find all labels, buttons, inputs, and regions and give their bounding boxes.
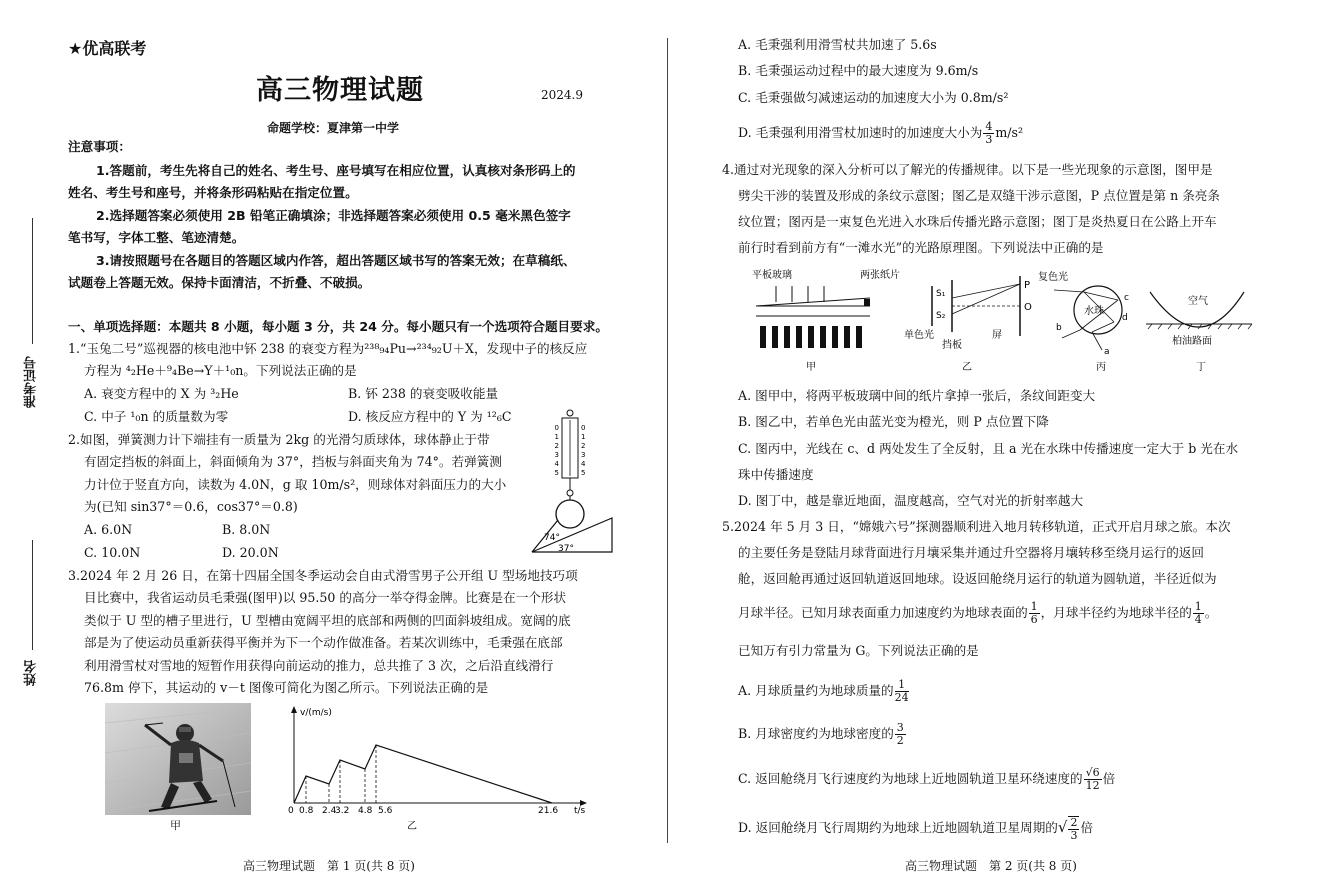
q1-option-a: A. 衰变方程中的 X 为 ³₂He [84, 386, 239, 401]
q2-line: 为(已知 sin37°＝0.6，cos37°＝0.8) [84, 499, 298, 514]
scale-tick: 3 [554, 451, 559, 459]
q3-option-c: C. 毛秉强做匀减速运动的加速度大小为 0.8m/s² [738, 90, 1009, 105]
graph-tick: 2.4 [322, 806, 337, 816]
q5-option-d: D. 返回舱绕月飞行周期约为地球上近地圆轨道卫星周期的√ $\frac{2}{3}$ 倍 [738, 815, 1094, 842]
scale-tick: 3 [581, 451, 586, 459]
figure-label-jia: 甲 [170, 819, 181, 832]
notice-line: 3.请按照题号在各题目的答题区域内作答，超出答题区域书写的答案无效；在草稿纸、 [96, 253, 576, 268]
fig-label: d [1122, 313, 1128, 323]
q2-line: 有固定挡板的斜面上，斜面倾角为 37°，挡板与斜面夹角为 74°。若弹簧测 [84, 454, 502, 469]
q5-line: 月球半径。已知月球表面重力加速度约为地球表面的 $\frac{1}{6}$ ，月球半径约为地球半径的 $\frac{1}{4}$ 。 [738, 600, 1218, 626]
graph-tick: 3.2 [335, 806, 350, 816]
scale-tick: 5 [554, 469, 559, 477]
q3-line: 利用滑雪杖对雪地的短暂作用获得向前运动的推力，总共推了 3 次，之后沿直线滑行 [84, 658, 554, 673]
footer-right: 高三物理试题 第 2 页(共 8 页) [905, 859, 1077, 873]
fig-label: 甲 [806, 362, 816, 373]
notice-line: 笔书写，字体工整、笔迹清楚。 [68, 230, 245, 245]
graph-ylabel: v/(m/s) [300, 708, 332, 718]
q2-line: 2.如图，弹簧测力计下端挂有一质量为 2kg 的光滑匀质球体，球体静止于带 [68, 432, 490, 447]
q2-option-c: C. 10.0N [84, 545, 141, 560]
spring-scale-figure [528, 408, 616, 556]
q5-line: 的主要任务是登陆月球背面进行月壤采集并通过升空器将月壤转移至绕月运行的返回 [738, 545, 1204, 560]
fig-label: O [1024, 302, 1032, 313]
graph-tick: 4.8 [358, 806, 373, 816]
fig-label: 平板玻璃 [752, 270, 792, 281]
sidebar-line [32, 218, 33, 344]
scale-tick: 2 [581, 442, 586, 450]
page-title: 高三物理试题 [256, 75, 424, 106]
fig-label: P [1024, 280, 1031, 291]
exam-date: 2024.9 [541, 88, 583, 102]
angle-label: 37° [558, 544, 574, 554]
fig-label: S₂ [936, 311, 946, 321]
school-line: 命题学校：夏津第一中学 [267, 121, 400, 135]
q5-option-b: B. 月球密度约为地球密度的 $\frac{3}{2}$ [738, 721, 904, 747]
q4-line: 前行时看到前方有“一滩水光”的光路原理图。下列说法中正确的是 [738, 240, 1104, 255]
fig-label: 丙 [1096, 362, 1106, 373]
q5-line: 已知万有引力常量为 G。下列说法正确的是 [738, 643, 979, 658]
fig-label: 柏油路面 [1172, 336, 1212, 347]
scale-tick: 1 [554, 433, 559, 441]
q5-line: 5.2024 年 5 月 3 日，“嫦娥六号”探测器顺利进入地月转移轨道，正式开启月球之旅。本次 [722, 519, 1231, 534]
q4-line: 纹位置；图丙是一束复色光进入水珠后传播光路示意图；图丁是炎热夏日在公路上开车 [738, 214, 1217, 229]
fig-label: 丁 [1196, 362, 1206, 373]
q1-line: 1.“玉兔二号”巡视器的核电池中钚 238 的衰变方程为²³⁸₉₄Pu→²³⁴₉₂U＋X，发现中子的核反应 [68, 341, 588, 356]
angle-label: 74° [544, 533, 560, 543]
q4-option-c-cont: 珠中传播速度 [738, 467, 814, 482]
fig-label: S₁ [936, 289, 946, 299]
scale-tick: 4 [581, 460, 586, 468]
q5-line: 舱，返回舱再通过返回轨道返回地球。设返回舱绕月运行的轨道为圆轨道，半径近似为 [738, 571, 1217, 586]
skier-photo [105, 703, 251, 815]
figure-label-yi: 乙 [407, 821, 417, 832]
fig-label: 挡板 [942, 340, 962, 351]
graph-tick: 0 [288, 806, 294, 816]
graph-xlabel: t/s [574, 806, 586, 816]
page-divider [667, 38, 668, 843]
q1-line: 方程为 ⁴₂He＋⁹₄Be→Y＋¹₀n。下列说法正确的是 [84, 363, 357, 378]
fig-label: a [1104, 347, 1110, 357]
notice-line: 姓名、考生号和座号，并将条形码粘贴在指定位置。 [68, 185, 358, 200]
graph-tick: 5.6 [378, 806, 393, 816]
q2-option-a: A. 6.0N [84, 522, 133, 537]
graph-tick: 0.8 [299, 806, 314, 816]
q5-option-a: A. 月球质量约为地球质量的 $\frac{1}{24}$ [738, 678, 909, 704]
scale-tick: 0 [581, 424, 586, 432]
fig-label: 两张纸片 [860, 270, 900, 281]
section-heading: 一、单项选择题：本题共 8 小题，每小题 3 分，共 24 分。每小题只有一个选项符合题目要求。 [68, 319, 608, 334]
notice-line: 2.选择题答案必须使用 2B 铅笔正确填涂；非选择题答案必须使用 0.5 毫米黑色签字 [96, 208, 571, 223]
q4-option-c: C. 图丙中，光线在 c、d 两处发生了全反射，且 a 光在水珠中传播速度一定大于 b 光在水 [738, 441, 1239, 456]
q5-option-c: C. 返回舱绕月飞行速度约为地球上近地圆轨道卫星环绕速度的 $\frac{√6}{12}$ 倍 [738, 766, 1116, 792]
sidebar-line [32, 540, 33, 650]
q3-option-d: D. 毛秉强利用滑雪杖加速时的加速度大小为 $\frac{4}{3}$ m/s² [738, 120, 1024, 146]
fig-label: 空气 [1188, 296, 1208, 307]
fig-label: 复色光 [1038, 272, 1068, 283]
notice-heading: 注意事项： [68, 139, 131, 154]
q2-option-d: D. 20.0N [222, 545, 279, 560]
notice-line: 试题卷上答题无效。保持卡面清洁，不折叠、不破损。 [68, 275, 371, 290]
q4-line: 劈尖干涉的装置及形成的条纹示意图；图乙是双缝干涉示意图，P 点位置是第 n 条亮条 [738, 188, 1220, 203]
q1-option-c: C. 中子 ¹₀n 的质量数为零 [84, 409, 229, 424]
exam-badge: ★优高联考 [68, 39, 147, 58]
fig-label: 单色光 [904, 330, 934, 341]
q1-option-b: B. 钚 238 的衰变吸收能量 [348, 386, 499, 401]
scale-tick: 2 [554, 442, 559, 450]
q3-line: 3.2024 年 2 月 26 日，在第十四届全国冬季运动会自由式滑雪男子公开组 U 型场地技巧项 [68, 568, 578, 583]
fig-label: b [1056, 323, 1062, 333]
q3-option-b: B. 毛秉强运动过程中的最大速度为 9.6m/s [738, 63, 979, 78]
sidebar-name-label: 姓名 [24, 660, 39, 686]
q3-option-a: A. 毛秉强利用滑雪杖共加速了 5.6s [738, 37, 937, 52]
footer-left: 高三物理试题 第 1 页(共 8 页) [243, 859, 415, 873]
q3-line: 部是为了使运动员重新获得平衡并为下一个动作做准备。若某次训练中，毛秉强在底部 [84, 635, 563, 650]
fig-label: 乙 [962, 362, 972, 373]
graph-tick: 21.6 [538, 806, 559, 816]
vt-graph [282, 703, 592, 833]
q1-option-d: D. 核反应方程中的 Y 为 ¹²₆C [348, 409, 512, 424]
q2-option-b: B. 8.0N [222, 522, 271, 537]
scale-tick: 1 [581, 433, 586, 441]
scale-tick: 4 [554, 460, 559, 468]
q4-option-d: D. 图丁中，越是靠近地面，温度越高，空气对光的折射率越大 [738, 493, 1084, 508]
q2-line: 力计位于竖直方向，读数为 4.0N，g 取 10m/s²，则球体对斜面压力的大小 [84, 477, 507, 492]
optics-figures [752, 266, 1272, 378]
q3-line: 类似于 U 型的槽子里进行，U 型槽由宽阔平坦的底部和两侧的凹面斜坡组成。宽阔的底 [84, 613, 571, 628]
scale-tick: 0 [554, 424, 559, 432]
sidebar-zkzh-label: 准考证号 [24, 356, 39, 408]
notice-line: 1.答题前，考生先将自己的姓名、考生号、座号填写在相应位置，认真核对条形码上的 [96, 163, 576, 178]
scale-tick: 5 [581, 469, 586, 477]
fig-label: c [1124, 293, 1129, 303]
q3-line: 目比赛中，我省运动员毛秉强(图甲)以 95.50 的高分一举夺得金牌。比赛是在一个形状 [84, 590, 567, 605]
fig-label: 水珠 [1084, 306, 1104, 317]
q3-line: 76.8m 停下，其运动的 v－t 图像可简化为图乙所示。下列说法正确的是 [84, 680, 489, 695]
q4-option-a: A. 图甲中，将两平板玻璃中间的纸片拿掉一张后，条纹间距变大 [738, 388, 1096, 403]
q4-option-b: B. 图乙中，若单色光由蓝光变为橙光，则 P 点位置下降 [738, 414, 1049, 429]
q4-line: 4.通过对光现象的深入分析可以了解光的传播规律。以下是一些光现象的示意图，图甲是 [722, 162, 1213, 177]
fig-label: 屏 [992, 330, 1002, 341]
